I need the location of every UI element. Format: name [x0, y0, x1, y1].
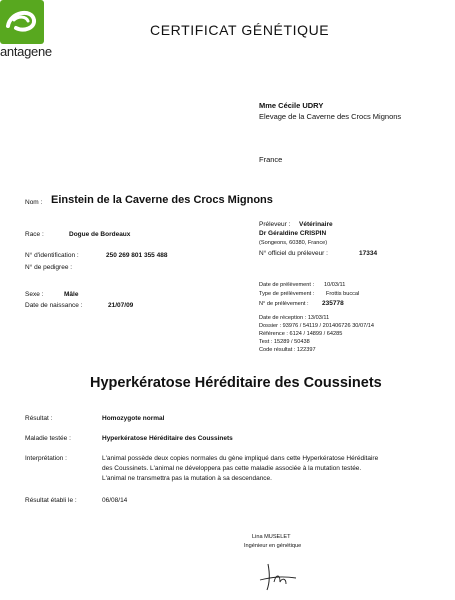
sex-value: Mâle	[64, 291, 79, 298]
interpretation-line: L'animal ne transmettra pas la mutation à sa descendance.	[102, 475, 272, 482]
birth-date-label: Date de naissance :	[25, 302, 83, 309]
reception-dossier-line: Dossier : 93976 / 54119 / 201406726 30/07/14	[259, 323, 374, 329]
disease-value: Hyperkératose Héréditaire des Coussinets	[102, 435, 233, 442]
sampling-date-value: 10/03/11	[324, 282, 346, 288]
certificate-title: CERTIFICAT GÉNÉTIQUE	[150, 22, 330, 38]
sex-label: Sexe :	[25, 291, 44, 298]
dog-name-label: Nom :	[25, 199, 43, 206]
interpretation-line: des Coussinets. L'animal ne développera pas cette maladie associée à la mutation testée.	[102, 465, 362, 472]
interpretation-label: Interprétation :	[25, 455, 67, 462]
reception-test-line: Test : 15289 / 50438	[259, 339, 310, 345]
dog-name: Einstein de la Caverne des Crocs Mignons	[51, 194, 273, 206]
pedigree-label: N° de pedigree :	[25, 264, 73, 271]
result-value: Homozygote normal	[102, 415, 165, 422]
interpretation-line: L'animal possède deux copies normales du gène impliqué dans cette Hyperkératose Héréditaire	[102, 455, 379, 462]
sampling-number-label: N° de prélèvement :	[259, 301, 309, 307]
sampling-date-label: Date de prélèvement :	[259, 282, 315, 288]
owner-name: Mme Cécile UDRY	[259, 101, 324, 110]
logo-text: antagene	[0, 44, 52, 59]
birth-date-value: 21/07/09	[108, 302, 134, 309]
owner-address: Elevage de la Caverne des Crocs Mignons	[259, 112, 402, 121]
collector-type-value: Vétérinaire	[299, 221, 333, 228]
identification-value: 250 269 801 355 488	[106, 252, 168, 259]
sampling-number-value: 235778	[322, 300, 344, 307]
collector-official-value: 17334	[359, 250, 378, 257]
owner-country: France	[259, 155, 283, 164]
test-title: Hyperkératose Héréditaire des Coussinets	[90, 375, 382, 391]
sampling-type-label: Type de prélèvement :	[259, 291, 315, 297]
result-label: Résultat :	[25, 415, 53, 422]
reception-reference-line: Référence : 6124 / 14899 / 64285	[259, 331, 343, 337]
reception-code-line: Code résultat : 122397	[259, 347, 316, 353]
breed-label: Race :	[25, 231, 44, 238]
collector-type-label: Préleveur :	[259, 221, 291, 228]
breed-value: Dogue de Bordeaux	[69, 231, 131, 238]
disease-label: Maladie testée :	[25, 435, 71, 442]
antagene-logo-icon	[0, 0, 44, 44]
established-label: Résultat établi le :	[25, 497, 77, 504]
established-value: 06/08/14	[102, 497, 128, 504]
collector-official-label: N° officiel du préleveur :	[259, 250, 328, 257]
signature-icon	[258, 560, 298, 592]
identification-label: N° d'identification :	[25, 252, 79, 259]
signatory-title: Ingénieur en génétique	[244, 543, 302, 549]
collector-name: Dr Géraldine CRISPIN	[259, 230, 327, 237]
signatory-name: Lina MUSELET	[252, 534, 291, 540]
collector-location: (Songeons, 60380, France)	[259, 240, 328, 246]
reception-date-line: Date de réception : 13/03/11	[259, 315, 330, 321]
sampling-type-value: Frottis buccal	[326, 291, 360, 297]
